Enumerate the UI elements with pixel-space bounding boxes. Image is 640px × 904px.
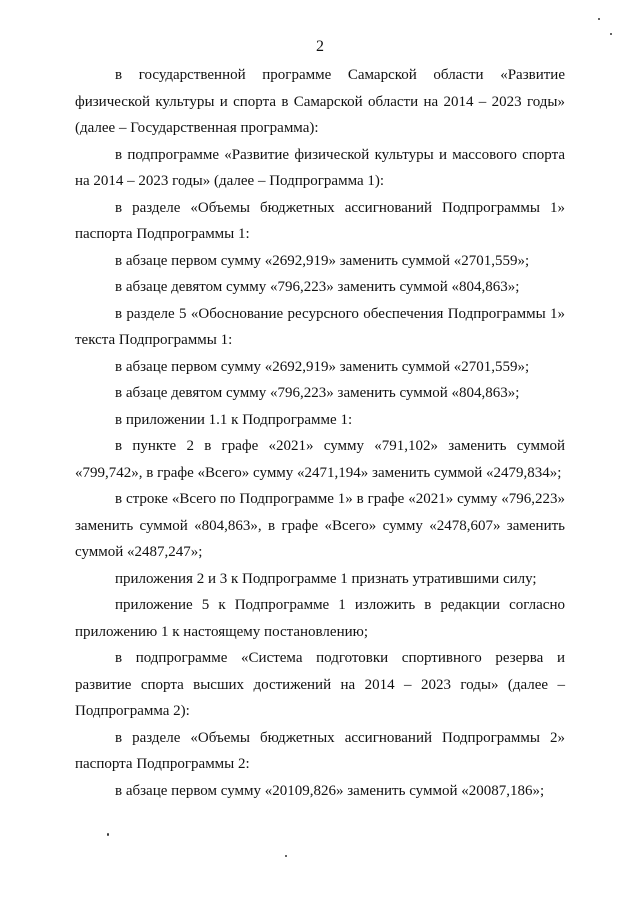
paragraph: в пункте 2 в графе «2021» сумму «791,102» заменить суммой «799,742», в графе «Всего» сумму «2471,194» заменить суммой «2479,834»; [75,438,565,481]
paragraph: в абзаце девятом сумму «796,223» заменить суммой «804,863»; [115,279,520,295]
paragraph: в подпрограмме «Развитие физической культуры и массового спорта на 2014 – 2023 годы» (далее – Подпрограмма 1): [75,146,565,189]
paragraph: приложение 5 к Подпрограмме 1 изложить в редакции согласно приложению 1 к настоящему постановлению; [75,597,565,640]
paragraph: в разделе 5 «Обоснование ресурсного обеспечения Подпрограммы 1» текста Подпрограммы 1: [75,305,565,348]
paragraph: в приложении 1.1 к Подпрограмме 1: [115,411,353,428]
paragraph: в государственной программе Самарской области «Развитие физической культуры и спорта в Самарской области на 2014 – 2023 годы» (далее – Государственная программа): [75,67,565,136]
scan-speck [610,33,612,35]
paragraph: в строке «Всего по Подпрограмме 1» в графе «2021» сумму «796,223» заменить суммой «804,863», в графе «Всего» сумму «2478,607» заменить суммой «2487,247»; [75,491,565,560]
paragraph: приложения 2 и 3 к Подпрограмме 1 признать утратившими силу; [115,570,537,587]
scan-speck [285,855,287,857]
scan-speck [598,18,600,20]
paragraph: в разделе «Объемы бюджетных ассигнований Подпрограммы 2» паспорта Подпрограммы 2: [75,729,565,772]
paragraph: в подпрограмме «Система подготовки спортивного резерва и развитие спорта высших достижений на 2014 – 2023 годы» (далее – Подпрограмма 2): [75,650,565,719]
paragraph: в абзаце девятом сумму «796,223» заменить суммой «804,863»; [115,385,520,401]
page-number: 2 [316,38,324,55]
paragraph: в абзаце первом сумму «20109,826» заменить суммой «20087,186»; [115,782,545,799]
paragraph: в абзаце первом сумму «2692,919» заменить суммой «2701,559»; [115,252,530,269]
scan-speck [107,833,109,836]
paragraph: в абзаце первом сумму «2692,919» заменить суммой «2701,559»; [115,358,530,375]
document-body [75,62,565,804]
paragraph: в разделе «Объемы бюджетных ассигнований Подпрограммы 1» паспорта Подпрограммы 1: [75,199,565,242]
